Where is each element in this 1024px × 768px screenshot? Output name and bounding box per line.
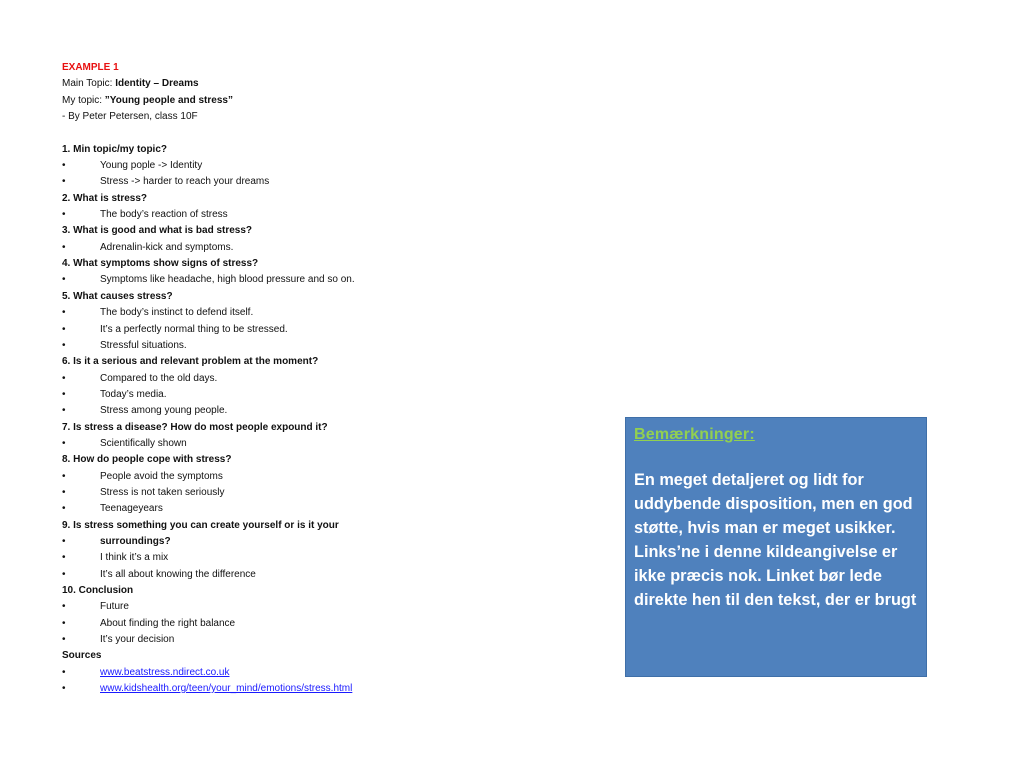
list-item (62, 158, 602, 174)
list-item-text: Stress -> harder to reach your dreams (100, 176, 270, 188)
list-item-text: It’s your decision (100, 634, 175, 646)
list-item (62, 338, 602, 354)
bullet-icon: • (62, 683, 66, 695)
list-item-text: Compared to the old days. (100, 372, 218, 384)
example-label: EXAMPLE 1 (62, 62, 119, 73)
list-item (62, 436, 602, 452)
comment-title: Bemærkninger: (634, 426, 755, 443)
bullet-icon: • (62, 601, 66, 613)
main-topic-value: Identity – Dreams (115, 78, 199, 90)
bullet-icon: • (62, 176, 66, 188)
list-item-text: Symptoms like headache, high blood pressure and so on. (100, 274, 355, 286)
list-item-text: Adrenalin-kick and symptoms. (100, 241, 234, 253)
bullet-icon: • (62, 486, 66, 498)
bullet-icon: • (62, 388, 66, 400)
bullet-icon: • (62, 241, 66, 253)
list-item-text: Stress is not taken seriously (100, 486, 225, 498)
list-item-text: Today’s media. (100, 388, 167, 400)
list-item (62, 305, 602, 321)
bullet-icon: • (62, 617, 66, 629)
list-item-text: Teenageyears (100, 503, 163, 515)
bullet-icon: • (62, 437, 66, 449)
comment-body: En meget detaljeret og lidt for uddybende disposition, men en god støtte, hvis man er meget usikker. Links’ne i denne kildeangivelse er ikke præcis nok. Linket bør lede direkte hen til den tekst, der er brugt (634, 471, 917, 609)
comment-box (625, 417, 927, 677)
list-item (62, 567, 602, 583)
my-topic-line (62, 93, 602, 109)
list-item (62, 403, 602, 419)
section-heading: 2. What is stress? (62, 192, 148, 204)
list-item (62, 550, 602, 566)
my-topic-value: ”Young people and stress” (104, 94, 233, 106)
list-item-text: The body’s instinct to defend itself. (100, 307, 254, 319)
list-item-text: It’s all about knowing the difference (100, 568, 256, 580)
section-heading: 10. Conclusion (62, 585, 134, 596)
bullet-icon: • (62, 535, 66, 547)
section-heading: 3. What is good and what is bad stress? (62, 225, 253, 237)
list-item-text: Young pople -> Identity (100, 160, 203, 172)
list-item (62, 632, 602, 648)
section-heading: 9. Is stress something you can create yourself or is it your (62, 519, 339, 531)
source-link[interactable]: www.beatstress.ndirect.co.uk (100, 666, 230, 678)
source-item (62, 665, 602, 681)
list-item-text: Scientifically shown (100, 437, 187, 449)
section-heading: 5. What causes stress? (62, 290, 173, 302)
list-item-text: About finding the right balance (100, 617, 236, 629)
author-line: - By Peter Petersen, class 10F (62, 111, 198, 123)
list-item-text: The body’s reaction of stress (100, 209, 228, 221)
list-item (62, 240, 602, 256)
bullet-icon: • (62, 568, 66, 580)
spacer (62, 125, 602, 141)
list-item (62, 469, 602, 485)
section-heading: 1. Min topic/my topic? (62, 143, 168, 155)
bullet-icon: • (62, 552, 66, 564)
source-link[interactable]: www.kidshealth.org/teen/your_mind/emotions/stress.html (100, 683, 353, 695)
section-heading: 6. Is it a serious and relevant problem at the moment? (62, 356, 319, 368)
list-item (62, 174, 602, 190)
list-item-text: Future (100, 601, 129, 613)
bullet-icon: • (62, 503, 66, 515)
list-item (62, 387, 602, 403)
list-item (62, 272, 602, 288)
list-item (62, 599, 602, 615)
list-item-text: People avoid the symptoms (100, 470, 223, 482)
list-item (62, 534, 602, 550)
source-item (62, 681, 602, 697)
list-item (62, 501, 602, 517)
list-item-text: I think it’s a mix (100, 552, 169, 564)
my-topic-prefix: My topic: (62, 94, 105, 106)
outline (62, 142, 602, 649)
bullet-icon: • (62, 274, 66, 286)
document-body (62, 60, 602, 697)
list-item (62, 371, 602, 387)
bullet-icon: • (62, 666, 66, 678)
main-topic-prefix: Main Topic: (62, 78, 116, 90)
bullet-icon: • (62, 470, 66, 482)
bullet-icon: • (62, 372, 66, 384)
list-item (62, 616, 602, 632)
main-topic-line (62, 76, 602, 92)
bullet-icon: • (62, 323, 66, 335)
list-item (62, 207, 602, 223)
list-item-text: Stress among young people. (100, 405, 228, 417)
bullet-icon: • (62, 209, 66, 221)
section-heading: 4. What symptoms show signs of stress? (62, 258, 259, 270)
bullet-icon: • (62, 405, 66, 417)
list-item-text: It’s a perfectly normal thing to be stressed. (100, 323, 288, 335)
sources-heading: Sources (62, 650, 102, 662)
list-item (62, 485, 602, 501)
list-item-text: surroundings? (100, 535, 171, 547)
bullet-icon: • (62, 339, 66, 351)
section-heading: 8. How do people cope with stress? (62, 454, 232, 466)
list-item (62, 322, 602, 338)
bullet-icon: • (62, 160, 66, 172)
list-item-text: Stressful situations. (100, 339, 187, 351)
section-heading: 7. Is stress a disease? How do most people expound it? (62, 421, 328, 433)
bullet-icon: • (62, 307, 66, 319)
bullet-icon: • (62, 634, 66, 646)
